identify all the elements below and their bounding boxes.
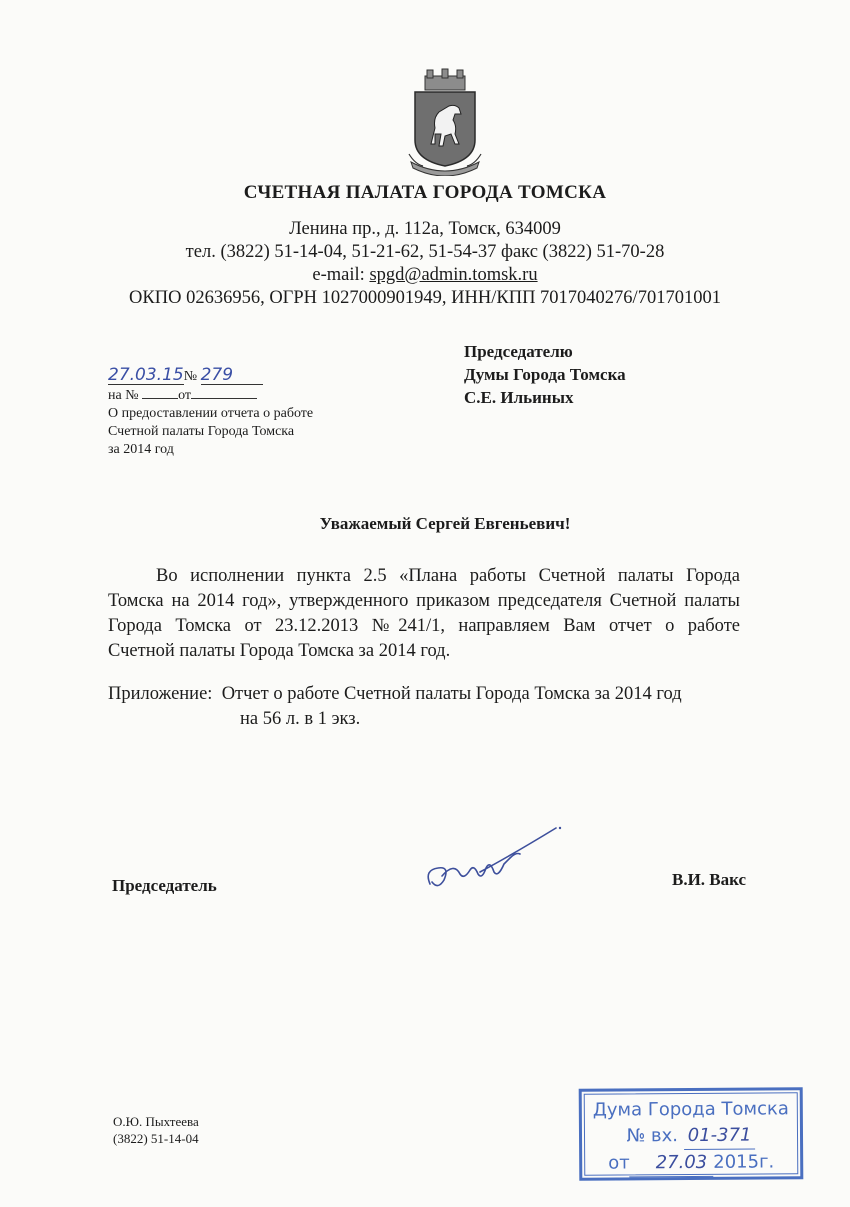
annex-line-2: на 56 л. в 1 экз. <box>240 709 361 729</box>
outgoing-number-handwritten: 279 <box>201 366 263 385</box>
signatory-title: Председатель <box>112 876 217 895</box>
body-line-2: Томска на 2014 год», утвержденного приказом председателя Счетной палаты <box>108 591 740 611</box>
reply-number-blank <box>142 386 178 399</box>
org-address: Ленина пр., д. 112а, Томск, 634009 <box>289 219 561 239</box>
subject-line-1: О предоставлении отчета о работе <box>108 406 314 421</box>
annex-line-1 <box>108 682 682 707</box>
email-label: e-mail: <box>312 265 365 285</box>
stamp-date-line <box>585 1149 797 1177</box>
letter-body <box>108 564 740 664</box>
incoming-stamp <box>579 1087 804 1181</box>
signatory-name: В.И. Вакс <box>672 870 747 889</box>
executor-name: О.Ю. Пыхтеева <box>113 1114 199 1129</box>
stamp-year-suffix: г. <box>758 1151 775 1173</box>
org-email-line <box>0 264 850 287</box>
stamp-year: 2015 <box>713 1151 760 1173</box>
outgoing-registration <box>108 366 313 386</box>
signature-icon <box>420 822 570 902</box>
body-line-3: Города Томска от 23.12.2013 №241/1, направляем Вам отчет о работе <box>108 616 740 636</box>
addressee-name: С.Е. Ильиных <box>464 388 574 407</box>
addressee-organization: Думы Города Томска <box>464 365 626 384</box>
body-line-4: Счетной палаты Города Томска за 2014 год. <box>108 641 451 661</box>
registration-block <box>108 366 313 459</box>
stamp-number-label: № вх. <box>626 1125 679 1147</box>
stamp-number-line <box>585 1122 797 1150</box>
body-line-1: Во исполнении пункта 2.5 «Плана работы Счетной палаты Города <box>156 566 740 586</box>
coat-of-arms-icon <box>405 68 485 176</box>
reply-number-label: на № <box>108 388 139 403</box>
number-label: № <box>183 369 198 384</box>
annex-text: Отчет о работе Счетной палаты Города Томска за 2014 год <box>221 684 682 704</box>
outgoing-date-handwritten: 27.03.15 <box>108 365 184 385</box>
org-phones: тел. (3822) 51-14-04, 51-21-62, 51-54-37 факс (3822) 51-70-28 <box>185 242 665 262</box>
subject-line-2: Счетной палаты Города Томска <box>108 424 295 439</box>
reply-date-blank <box>191 386 257 399</box>
stamp-from-label: от <box>608 1152 630 1174</box>
stamp-date-handwritten: 27.03 <box>630 1150 714 1178</box>
executor-phone: (3822) 51-14-04 <box>113 1131 199 1146</box>
org-codes: ОКПО 02636956, ОГРН 1027000901949, ИНН/КПП 7017040276/701701001 <box>129 288 721 308</box>
email-link[interactable]: spgd@admin.tomsk.ru <box>369 265 538 285</box>
annex-label: Приложение: <box>108 684 213 704</box>
annex <box>108 682 682 732</box>
reply-reference <box>108 386 313 405</box>
stamp-number-handwritten: 01-371 <box>684 1123 756 1151</box>
addressee-position: Председателю <box>464 342 573 361</box>
subject-line-3: за 2014 год <box>108 442 174 457</box>
stamp-org: Дума Города Томска <box>592 1098 789 1121</box>
salutation: Уважаемый Сергей Евгеньевич! <box>319 514 571 533</box>
org-name: СЧЕТНАЯ ПАЛАТА ГОРОДА ТОМСКА <box>243 182 607 203</box>
org-contacts <box>0 218 850 310</box>
stamp-inner <box>584 1092 799 1175</box>
addressee <box>464 340 626 409</box>
reply-from-label: от <box>178 388 192 403</box>
executor <box>113 1113 199 1147</box>
